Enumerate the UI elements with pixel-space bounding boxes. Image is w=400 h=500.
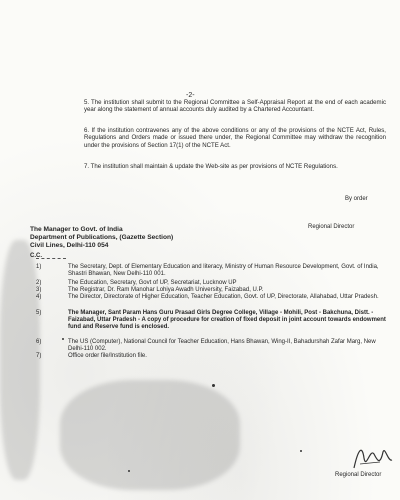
regional-director-label: Regional Director <box>308 224 355 230</box>
cc-item-number: 3) <box>36 287 42 293</box>
cc-item-text: The Director, Directorate of Higher Education, Teacher Education, Govt. of UP, Directorate, Allahabad, Uttar Pradesh. <box>68 294 379 300</box>
scan-smudge <box>60 380 240 490</box>
cc-item-number: 5) <box>36 310 42 316</box>
cc-item-number: 7) <box>36 353 42 359</box>
cc-item-text: The Manager, Sant Param Hans Guru Prasad Girls Degree College, Village - Mohili, Post - Bakchuna, Distt. - Faizabad, Uttar Pradesh - A copy of procedure for creation of fixed deposit in joint account towards endowment fund and Reserve fund is enclosed. <box>68 310 386 330</box>
cc-item-number: 4) <box>36 294 42 300</box>
scan-speck <box>300 450 302 452</box>
paragraph-5: 5. The institution shall submit to the Regional Committee a Self-Appraisal Report at the end of each academic year along the statement of annual accounts duly audited by a Chartered Accountant. <box>84 99 386 114</box>
by-order-text: By order <box>345 196 368 202</box>
addressee-line-3: Civil Lines, Delhi-110 054 <box>30 241 109 249</box>
signature-image <box>350 440 396 474</box>
paragraph-6: 6. If the institution contravenes any of the above conditions or any of the provisions of the NCTE Act, Rules, Regulations and Orders made or issued there under, the Regional Committee may withdraw the recognition under the provisions of Section 17(1) of the NCTE Act. <box>84 127 386 149</box>
cc-underline <box>36 258 66 259</box>
scan-speck <box>62 338 64 340</box>
cc-item-text: The Education, Secretary, Govt of UP, Secretariat, Lucknow UP <box>68 280 237 286</box>
page-number: -2- <box>186 92 195 99</box>
cc-item-text: The US (Computer), National Council for Teacher Education, Hans Bhawan, Wing-II, Bahadurshah Zafar Marg, New Delhi-110 002. <box>68 339 376 352</box>
scan-smudge <box>0 240 40 480</box>
addressee-block <box>30 226 173 249</box>
paragraph-7: 7. The institution shall maintain & update the Web-site as per provisions of NCTE Regulations. <box>84 163 338 170</box>
addressee-line-2: Department of Publications, (Gazette Section) <box>30 233 174 241</box>
addressee-line-1: The Manager to Govt. of India <box>30 226 123 233</box>
cc-item-number: 1) <box>36 264 42 270</box>
scan-speck <box>212 384 215 387</box>
regional-director-signature-label: Regional Director <box>335 472 382 478</box>
cc-item-number: 6) <box>36 339 42 345</box>
cc-item-number: 2) <box>36 280 42 286</box>
scan-speck <box>128 470 130 472</box>
cc-label: C.C. <box>30 253 42 259</box>
cc-item-text: The Secretary, Dept. of Elementary Education and literacy, Ministry of Human Resource Development, Govt. of India, Shastri Bhawan, New Delhi-110 001. <box>68 264 379 277</box>
cc-item-text: The Registrar, Dr. Ram Manohar Lohiya Awadh University, Faizabad, U.P. <box>68 287 264 293</box>
cc-item-text: Office order file/Institution file. <box>68 353 147 359</box>
